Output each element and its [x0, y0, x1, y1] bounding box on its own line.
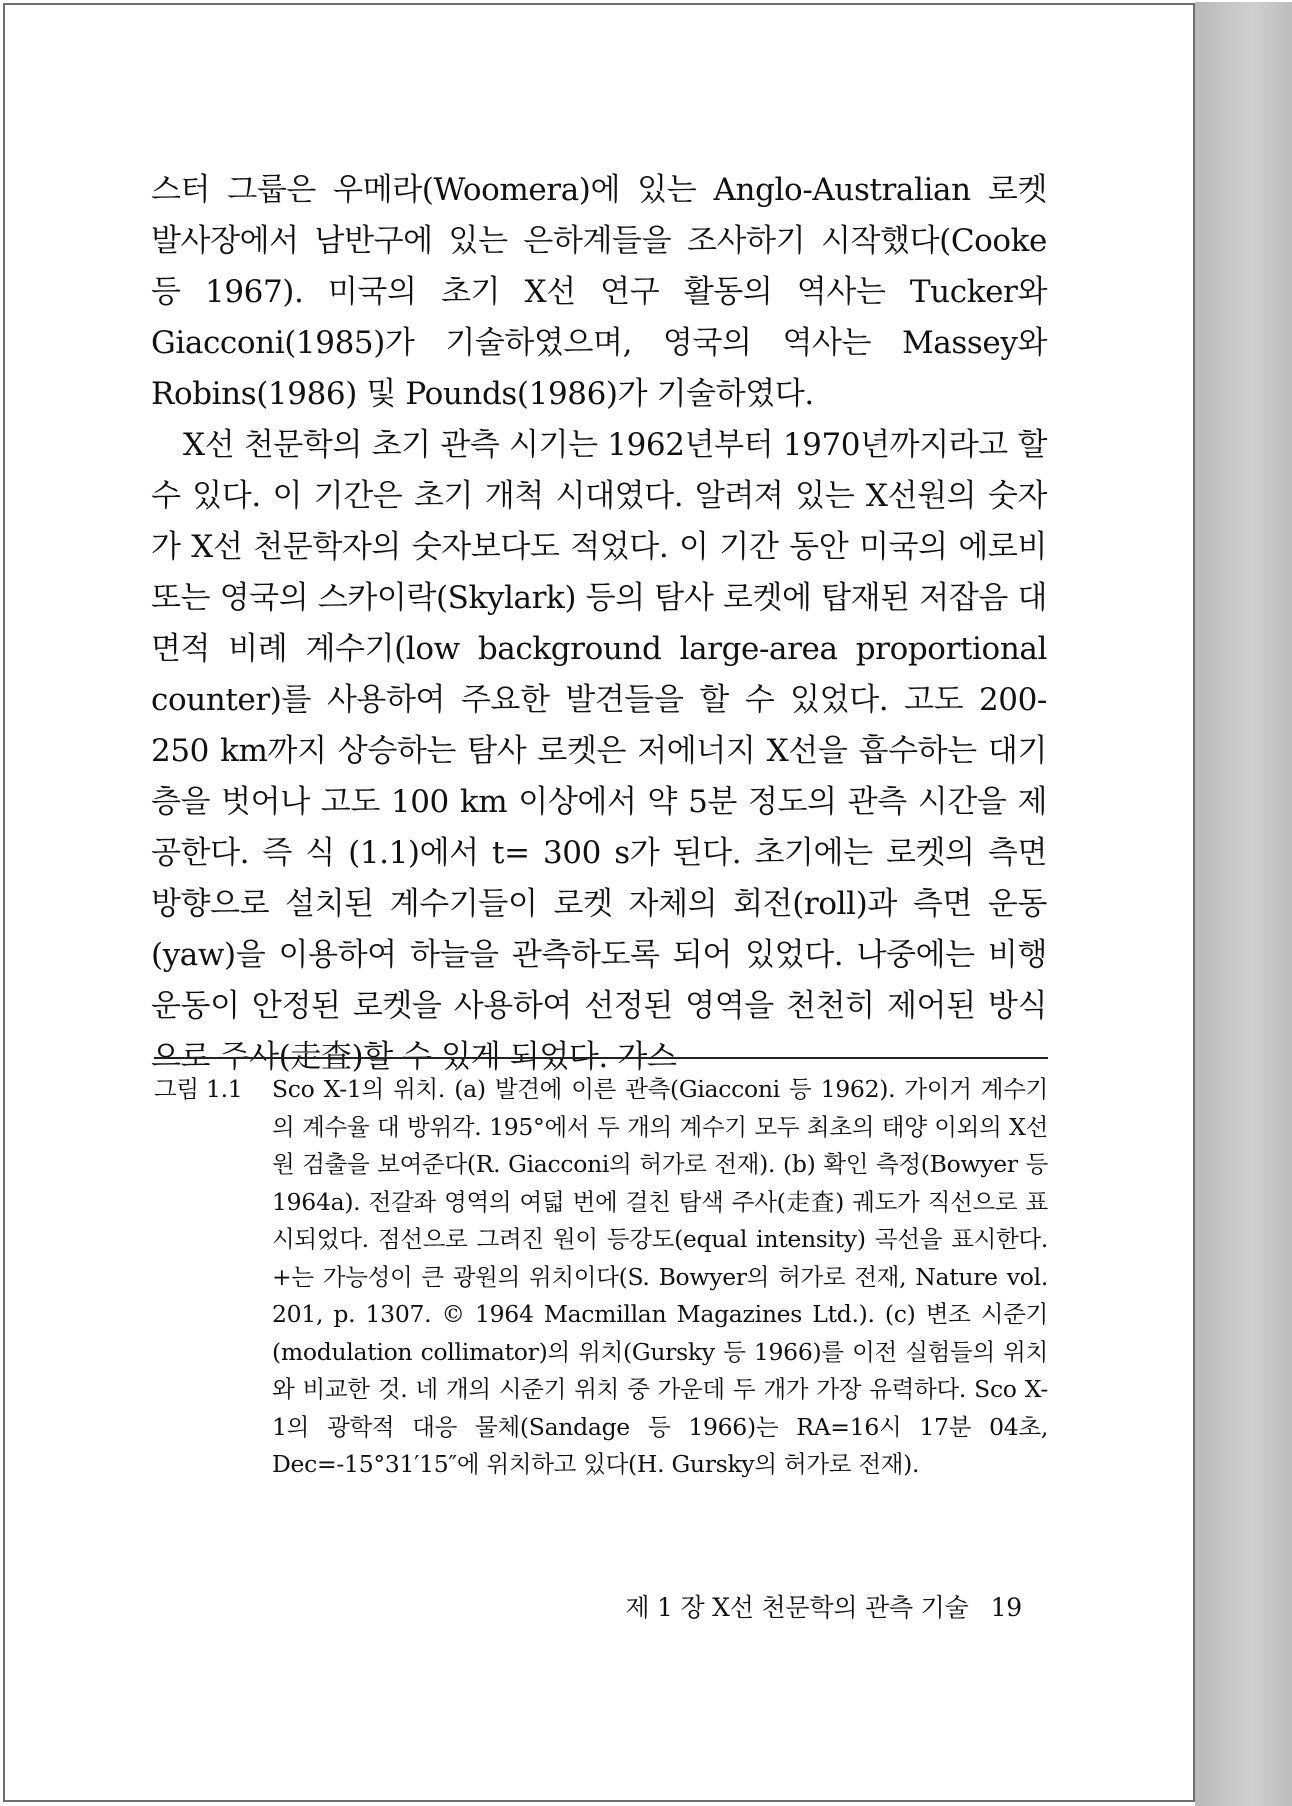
figure-caption: [154, 1071, 1048, 1484]
book-page-edge-top: [1195, 0, 1292, 1806]
figure-caption-text: Sco X-1의 위치. (a) 발견에 이른 관측(Giacconi 등 1962). 가이거 계수기의 계수율 대 방위각. 195°에서 두 개의 계수기 모두 최초의 태양 이외의 X선원 검출을 보여준다(R. Giacconi의 허가로 전재). (b) 확인 측정(Bowyer 등 1964a). 전갈좌 영역의 여덟 번에 걸친 탐색 주사(走査) 궤도가 직선으로 표시되었다. 점선으로 그려진 원이 등강도(equal intensity) 곡선을 표시한다. +는 가능성이 큰 광원의 위치이다(S. Bowyer의 허가로 전재, Nature vol. 201, p. 1307. © 1964 Macmillan Magazines Ltd.). (c) 변조 시준기(modulation collimator)의 위치(Gursky 등 1966)를 이전 실험들의 위치와 비교한 것. 네 개의 시준기 위치 중 가운데 두 개가 가장 유력하다. Sco X-1의 광학적 대응 물체(Sandage 등 1966)는 RA=16시 17분 04초, Dec=-15°31′15″에 위치하고 있다(H. Gursky의 허가로 전재).: [272, 1075, 1048, 1478]
running-head: 제 1 장 X선 천문학의 관측 기술: [625, 1593, 969, 1622]
body-paragraph-2: X선 천문학의 초기 관측 시기는 1962년부터 1970년까지라고 할 수 있다. 이 기간은 초기 개척 시대였다. 알려져 있는 X선원의 숫자가 X선 천문학자의 숫자보다도 적었다. 이 기간 동안 미국의 에로비 또는 영국의 스카이락(Skylark) 등의 탐사 로켓에 탑재된 저잡음 대면적 비례 계수기(low background large-area proportional counter)를 사용하여 주요한 발견들을 할 수 있었다. 고도 200-250 km까지 상승하는 탐사 로켓은 저에너지 X선을 흡수하는 대기층을 벗어나 고도 100 km 이상에서 약 5분 정도의 관측 시간을 제공한다. 즉 식 (1.1)에서 t= 300 s가 된다. 초기에는 로켓의 측면 방향으로 설치된 계수기들이 로켓 자체의 회전(roll)과 측면 운동(yaw)을 이용하여 하늘을 관측하도록 되어 있었다. 나중에는 비행운동이 안정된 로켓을 사용하여 선정된 영역을 천천히 제어된 방식으로 주사(走査)할 수 있게 되었다. 가스: [151, 427, 1047, 1075]
page-footer: [625, 1588, 1022, 1624]
body-paragraph-1: 스터 그룹은 우메라(Woomera)에 있는 Anglo-Australian 로켓 발사장에서 남반구에 있는 은하계들을 조사하기 시작했다(Cooke 등 1967). 미국의 초기 X선 연구 활동의 역사는 Tucker와 Giacconi(1985)가 기술하였으며, 영국의 역사는 Massey와 Robins(1986) 및 Pounds(1986)가 기술하였다.: [151, 172, 1047, 412]
caption-divider: [154, 1057, 1048, 1059]
figure-caption-label: 그림 1.1: [154, 1075, 243, 1103]
page-number: 19: [990, 1593, 1022, 1622]
body-text: [151, 165, 1047, 1083]
